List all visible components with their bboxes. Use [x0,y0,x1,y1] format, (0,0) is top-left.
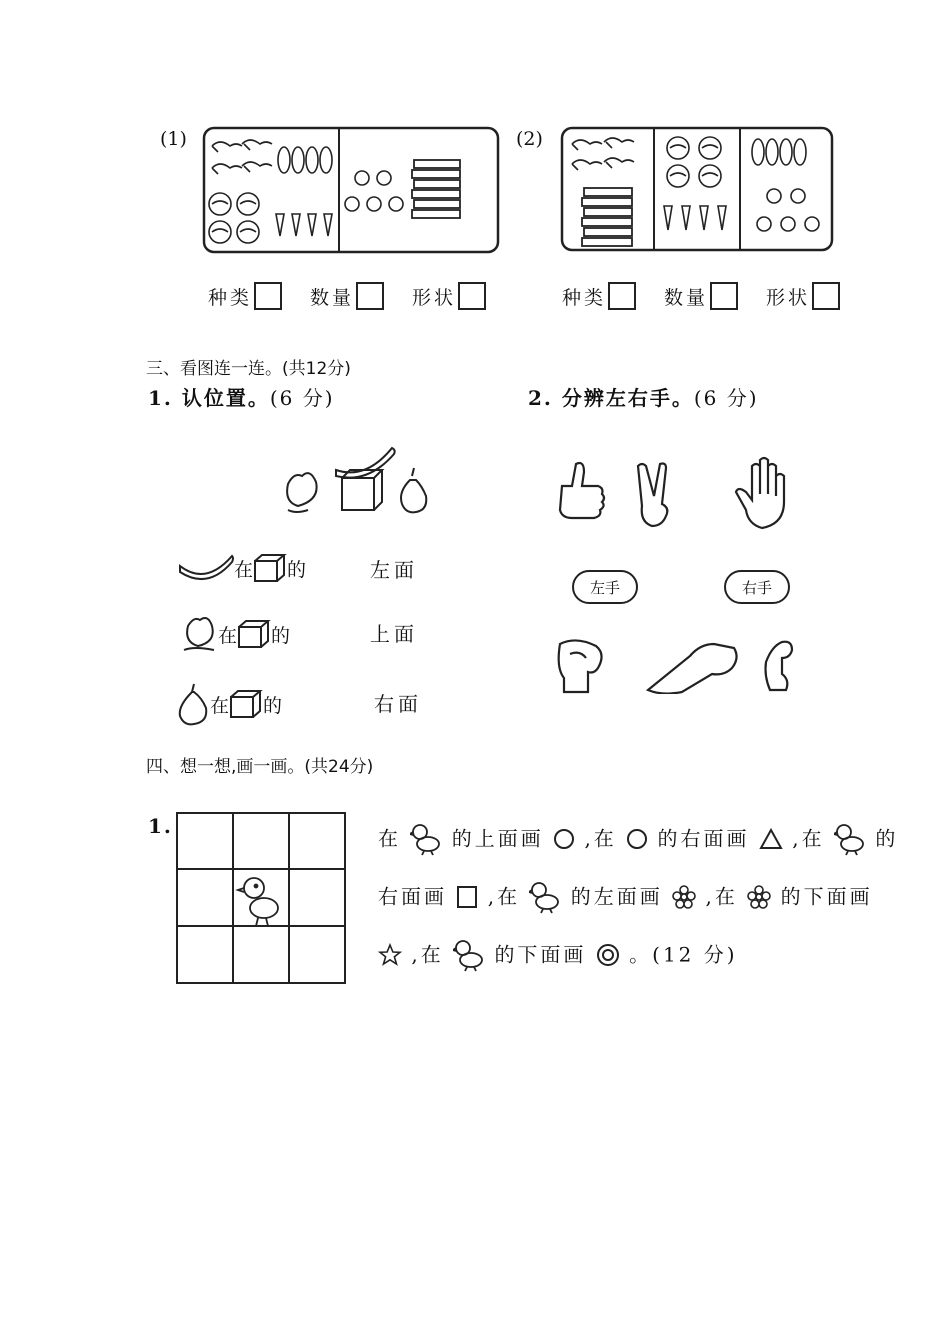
section-4-title: 四、想一想,画一画。(共24分) [146,757,374,777]
victory-hand-icon [638,464,667,527]
instruction-line-1: 在 的上面画 ,在 的右面画 ,在 的 [378,808,898,868]
option-shape-label: 形状 [412,286,457,309]
hand-row-bottom [552,636,810,694]
option-count-label: 数量 [664,286,709,309]
suffix-text: 的 [271,624,291,647]
triangle-icon [759,828,783,850]
flower-icon [672,885,696,909]
right-hand-label[interactable]: 右手 [724,570,790,604]
option-kind-label: 种类 [562,286,607,309]
chick-icon [453,938,485,972]
instruction-line-2: 右面画 ,在 的左面画 ,在 的下面画 [378,866,873,926]
connector-text: 在 [234,558,254,581]
banana-icon [336,448,395,478]
option-shape-checkbox[interactable] [458,282,486,310]
position-scene-picture [280,440,440,518]
option-count-checkbox[interactable] [356,282,384,310]
bird-icons [572,138,634,170]
connector-text: 在 [210,694,230,717]
question-2-label: (2) [516,128,543,150]
left-hand-label[interactable]: 左手 [572,570,638,604]
chick-icon [529,880,561,914]
drawing-grid[interactable] [176,812,346,984]
position-word-left[interactable]: 左面 [370,558,418,582]
hand-row-top [548,456,810,530]
chick-icon [834,822,866,856]
option-kind-checkbox[interactable] [254,282,282,310]
circle-icon [553,828,575,850]
question-1-number: 1. [148,814,173,838]
option-count-label: 数量 [310,286,355,309]
cabbage-icons [209,193,259,243]
open-hand-icon [736,458,784,528]
banana-icon [178,552,234,584]
question-2-picture [560,126,834,252]
part-1-heading: 1. 认位置。(6 分) [148,386,335,410]
question-1-options [208,282,486,310]
option-count-checkbox[interactable] [710,282,738,310]
peach-icon [180,616,218,652]
cabbage-icons [667,137,721,187]
section-3-title: 三、看图连一连。(共12分) [146,359,351,379]
eggplant-icons [278,147,332,173]
chick-icon [238,878,278,926]
book-stack-icon [582,188,632,246]
pear-icon [401,468,426,512]
square-icon [456,885,478,909]
cube-icon [253,553,287,583]
thumbs-up-hand-icon [560,463,604,518]
option-kind-label: 种类 [208,286,253,309]
bird-icons [212,140,272,174]
ok-hand-icon [766,642,793,690]
carrot-icons [276,214,332,236]
option-shape-checkbox[interactable] [812,282,840,310]
position-word-right[interactable]: 右面 [374,692,422,716]
position-word-top[interactable]: 上面 [370,622,418,646]
question-1-label: (1) [160,128,187,150]
roll-icons [345,171,403,211]
question-2-options [562,282,840,310]
book-stack-icon [412,160,460,218]
double-circle-icon [596,943,620,967]
option-kind-checkbox[interactable] [608,282,636,310]
cube-icon [237,619,271,649]
star-icon [378,943,402,967]
cube-icon [229,689,263,719]
question-1-picture [202,126,500,254]
carrot-icons [664,206,726,230]
flower-icon [747,885,771,909]
fist-hand-icon [559,640,602,692]
connector-text: 在 [218,624,238,647]
position-row-banana [178,552,306,584]
suffix-text: 的 [263,694,283,717]
position-row-pear [176,682,282,726]
eggplant-icons [752,139,806,165]
peach-icon [287,473,317,512]
cube-icon [342,478,374,510]
roll-icons [757,189,819,231]
chick-icon [410,822,442,856]
position-row-peach [180,616,290,652]
pear-icon [176,682,210,726]
circle-icon [626,828,648,850]
instruction-line-3: ,在 的下面画 。(12 分) [378,924,738,984]
option-shape-label: 形状 [766,286,811,309]
points-text: (12 分) [652,942,738,967]
part-2-heading: 2. 分辨左右手。(6 分) [528,386,759,410]
pointing-hand-icon [648,644,737,694]
suffix-text: 的 [287,558,307,581]
